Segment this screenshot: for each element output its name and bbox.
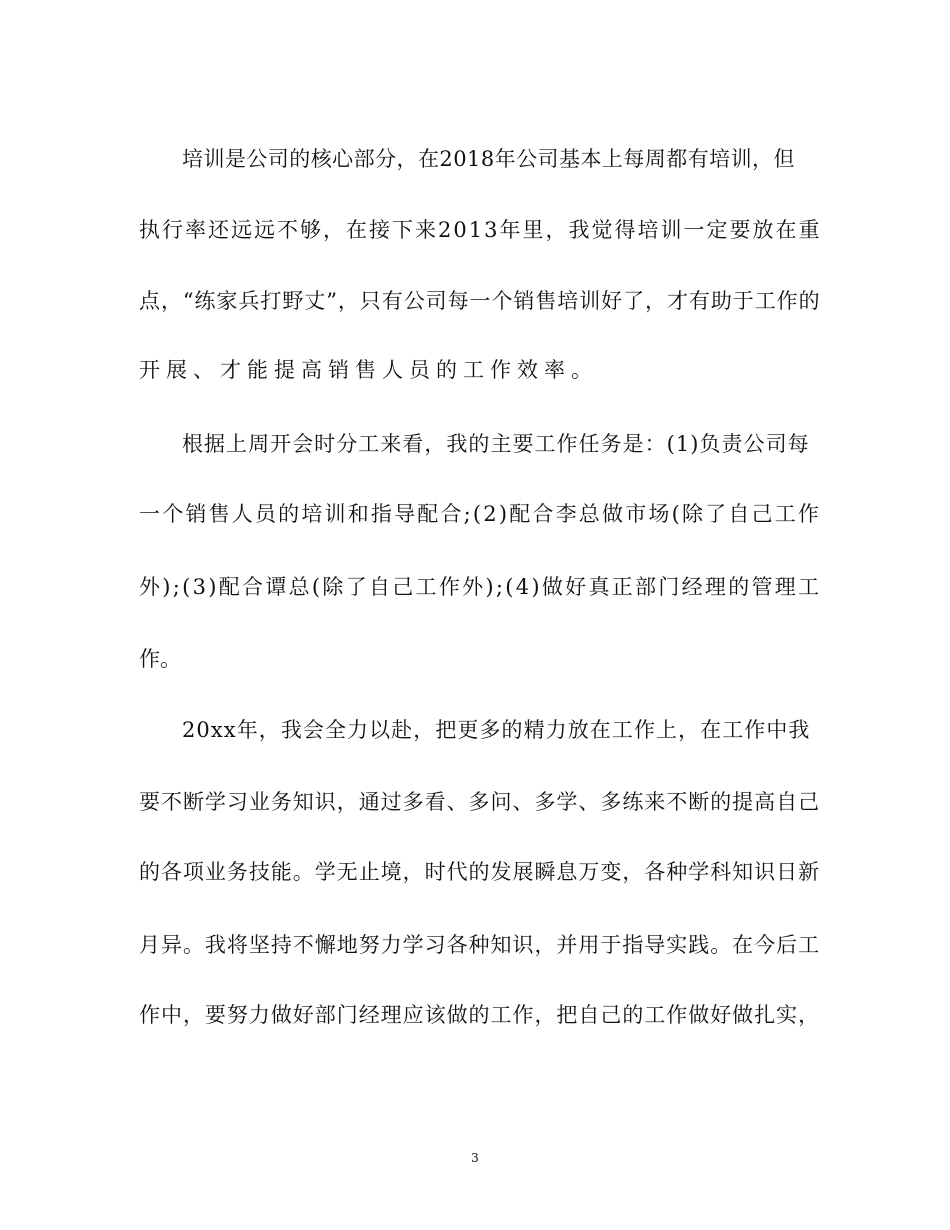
paragraph-line: 20xx年，我会全力以赴，把更多的精力放在工作上，在工作中我	[182, 718, 811, 742]
paragraph-line: 根据上周开会时分工来看，我的主要工作任务是：(1)负责公司每	[182, 432, 810, 456]
paragraph-line: 开展、才能提高销售人员的工作效率。	[139, 358, 598, 382]
paragraph-line: 月异。我将坚持不懈地努力学习各种知识，并用于指导实践。在今后工	[139, 933, 821, 957]
paragraph-line: 外);(3)配合谭总(除了自己工作外);(4)做好真正部门经理的管理工	[139, 575, 822, 599]
paragraph-line: 执行率还远远不够，在接下来2013年里，我觉得培训一定要放在重	[139, 218, 822, 242]
page-number: 3	[471, 1151, 479, 1165]
paragraph-line: 要不断学习业务知识，通过多看、多问、多学、多练来不断的提高自己	[139, 790, 821, 814]
paragraph-line: 的各项业务技能。学无止境，时代的发展瞬息万变，各种学科知识日新	[139, 860, 821, 884]
paragraph-line: 一个销售人员的培训和指导配合;(2)配合李总做市场(除了自己工作	[139, 502, 822, 526]
paragraph-line: 点，“练家兵打野丈”，只有公司每一个销售培训好了，才有助于工作的	[139, 289, 821, 313]
paragraph-line: 培训是公司的核心部分，在2018年公司基本上每周都有培训，但	[182, 147, 795, 171]
paragraph-line: 作中，要努力做好部门经理应该做的工作，把自己的工作做好做扎实，	[139, 1003, 821, 1027]
paragraph-line: 作。	[139, 647, 181, 671]
